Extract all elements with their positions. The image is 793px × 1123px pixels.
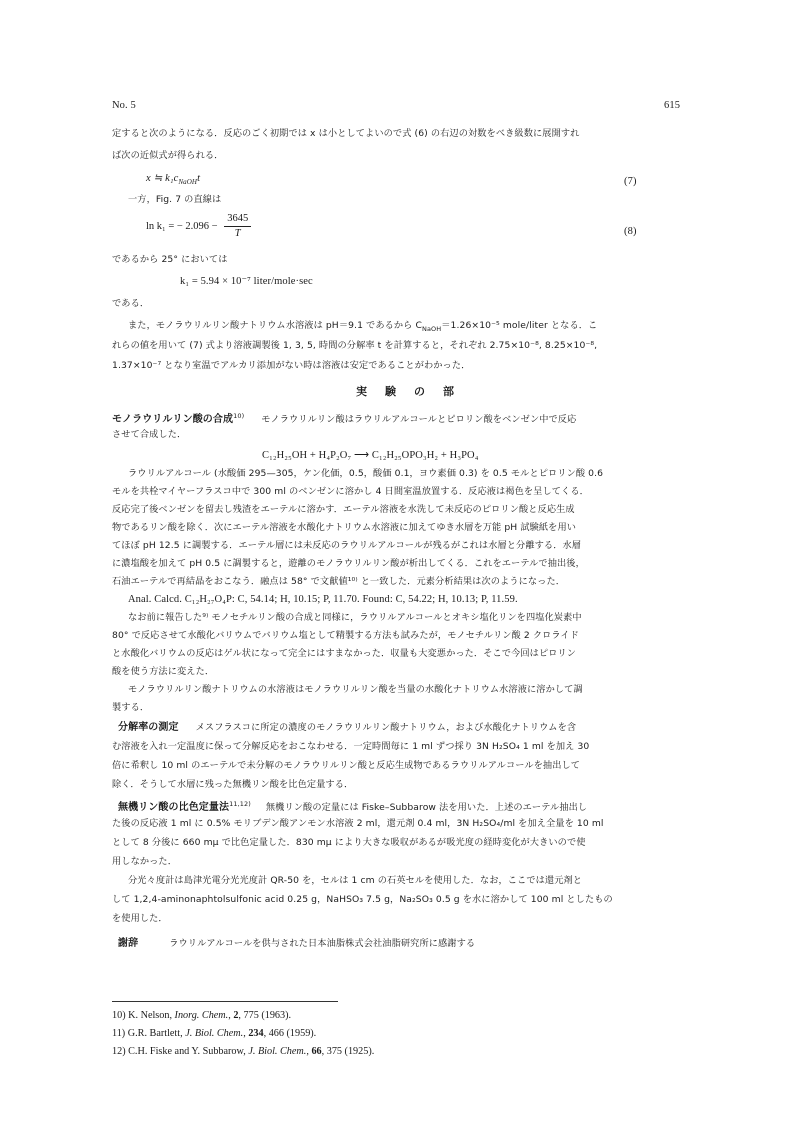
reference-journal: J. Biol. Chem.: [248, 1046, 307, 1057]
para2-line-1-start: また，モノラウリルリン酸ナトリウム水溶液は pH＝9.1 であるから C: [128, 320, 423, 331]
reference-12: [112, 1044, 374, 1060]
decomposition-line-3: 倍に希釈し 10 ml のエーテルで未分解のモノラウリルリン酸と反応生成物であるラウリルアルコールを抽出して: [112, 760, 581, 771]
prior-report-line-3: と水酸化バリウムの反応はゲル状になって完全にはすまなかった．収量も大変悪かった．そこで今回はピロリン: [112, 648, 577, 659]
page-number: 615: [664, 100, 681, 111]
acknowledgement: [118, 934, 475, 953]
reference-10: [112, 1008, 291, 1024]
para2-line-1-sub: NaOH: [422, 324, 442, 333]
equation-8-fraction: [224, 212, 251, 241]
reference-pages-year: , 375 (1925).: [321, 1046, 375, 1057]
equation-8-numerator: 3645: [224, 212, 251, 227]
equation-7: [146, 169, 200, 192]
equation-8-lhs: ln k₁ = − 2.096 −: [146, 221, 218, 232]
at-25-degrees-text: であるから 25° においては: [112, 254, 228, 265]
synthesis-heading-ref: 10): [233, 412, 245, 420]
para2-line-3: 1.37×10⁻⁷ となり室温でアルカリ添加がない時は溶液は安定であることがわかった．: [112, 360, 471, 371]
acknowledgement-heading: 謝辞: [118, 938, 139, 949]
prior-report-line-2: 80° で反応させて水酸化バリウムでバリウム塩として精製する方法も試みたが，モノセチルリン酸 2 クロライド: [112, 630, 579, 641]
section-title: 実験の部: [356, 385, 472, 398]
dearu-text: である．: [112, 298, 150, 309]
reference-authors: K. Nelson,: [128, 1010, 175, 1021]
prior-report-line-1: なお前に報告した⁹⁾ モノセチルリン酸の合成と同様に，ラウリルアルコールとオキシ塩化リンを四塩化炭素中: [128, 612, 582, 623]
equation-7-label: (7): [624, 176, 637, 187]
synthesis-para-line-2: モルを共栓マイヤーフラスコ中で 300 ml のベンゼンに溶かし 4 日間室温放置する．反応液は褐色を呈してくる．: [112, 486, 589, 497]
colorimetric-line-3: として 8 分後に 660 mμ で比色定量した．830 mμ により大きな吸収があるが吸光度の経時変化が大きいので使: [112, 837, 586, 848]
equation-8-denominator: T: [234, 228, 241, 239]
reference-separator: ,: [306, 1046, 312, 1057]
colorimetric-line-4: 用しなかった．: [112, 856, 178, 867]
synthesis-para-line-5: てほぼ pH 12.5 に調製する．エーテル層には未反応のラウリルアルコールが残るがこれは水層と分離する．水層: [112, 540, 582, 551]
decomposition-line-1: メスフラスコに所定の濃度のモノラウリルリン酸ナトリウム，および水酸化ナトリウムを含: [195, 722, 577, 733]
equation-7-lhs: x ≒ k₁c: [146, 173, 179, 184]
footnote-divider: [112, 1001, 338, 1002]
equation-8: [146, 212, 251, 241]
reference-separator: ,: [228, 1010, 234, 1021]
reference-volume: 234: [248, 1028, 264, 1039]
synthesis-para-line-7: 石油エーテルで再結晶をおこなう．融点は 58° で文献値¹⁰⁾ と一致した．元素分析結果は次のようになった．: [112, 576, 566, 587]
synthesis-para-line-1: ラウリルアルコール (水酸価 295—305，ケン化価，0.5，酸価 0.1，ヨウ素価 0.3) を 0.5 モルとピロリン酸 0.6: [128, 468, 604, 479]
synthesis-line-1: モノラウリルリン酸はラウリルアルコールとピロリン酸をベンゼン中で反応: [261, 414, 577, 426]
k1-value: k₁ = 5.94 × 10⁻⁷ liter/mole·sec: [180, 276, 313, 287]
synthesis-heading: モノラウリルリン酸の合成: [112, 414, 234, 426]
journal-issue-number: No. 5: [112, 100, 136, 111]
reference-pages-year: , 466 (1959).: [263, 1028, 317, 1039]
equation-7-subscript: NaOH: [178, 178, 198, 187]
reference-volume: 66: [311, 1046, 322, 1057]
equation-8-label: (8): [624, 226, 637, 237]
colorimetric-line-2: た後の反応液 1 ml に 0.5% モリブデン酸アンモン水溶液 2 ml，還元剤 0.4 ml，3N H₂SO₄/ml を加え全量を 10 ml: [112, 818, 604, 829]
reference-separator: ,: [243, 1028, 249, 1039]
fig-7-line-text: 一方，Fig. 7 の直線は: [128, 194, 222, 205]
decomposition-heading-line: [118, 718, 576, 737]
decomposition-heading: 分解率の測定: [118, 722, 179, 733]
reaction-equation: C₁₂H₂₅OH + H₄P₂O₇ ⟶ C₁₂H₂₅OPO₃H₂ + H₃PO₄: [262, 450, 479, 461]
spectrometer-line-1: 分光々度計は島津光電分光光度計 QR-50 を，セルは 1 cm の石英セルを使用した．なお，ここでは還元剤と: [128, 875, 583, 886]
equation-7-t: t: [197, 173, 201, 184]
synthesis-para-line-6: に濃塩酸を加えて pH 0.5 に調製すると，遊離のモノラウリルリン酸が析出してくる．これをエーテルで抽出後，: [112, 558, 585, 569]
para2-line-2: れらの値を用いて (7) 式より溶液調製後 1, 3, 5, 時間の分解率 t を計算すると，それぞれ 2.75×10⁻⁸, 8.25×10⁻⁸,: [112, 340, 598, 351]
acknowledgement-text: ラウリルアルコールを供与された日本油脂株式会社油脂研究所に感謝する: [169, 938, 476, 949]
elemental-analysis: Anal. Calcd. C₁₂H₂₇O₄P: C, 54.14; H, 10.15; P, 11.70. Found: C, 54.22; H, 10.13; P, 11.59.: [128, 594, 518, 605]
reference-journal: J. Biol. Chem.: [185, 1028, 244, 1039]
synthesis-para-line-3: 反応完了後ベンゼンを留去し残渣をエーテルに溶かす．エーテル溶液を水洗して未反応のピロリン酸と反応生成: [112, 504, 575, 515]
reference-pages-year: , 775 (1963).: [238, 1010, 292, 1021]
intro-line-2: ば次の近似式が得られる．: [112, 150, 224, 161]
sodium-salt-line-2: 製する．: [112, 702, 150, 713]
reference-number: 12): [112, 1046, 126, 1057]
reference-authors: G.R. Bartlett,: [127, 1028, 186, 1039]
decomposition-line-2: む溶液を入れ一定温度に保って分解反応をおこなわせる．一定時間毎に 1 ml ずつ採り 3N H₂SO₄ 1 ml を加え 30: [112, 741, 590, 752]
colorimetric-heading: 無機リン酸の比色定量法: [118, 802, 230, 814]
synthesis-para-line-4: 物であるリン酸を除く．次にエーテル溶液を水酸化ナトリウム水溶液に加えてゆき水層を万能 pH 試験紙を用い: [112, 522, 577, 533]
intro-line-1: 定すると次のようになる．反応のごく初期では x は小としてよいので式 (6) の右辺の対数をべき級数に展開すれ: [112, 128, 580, 139]
colorimetric-line-1: 無機リン酸の定量には Fiske–Subbarow 法を用いた．上述のエーテル抽出し: [265, 802, 588, 814]
reference-volume: 2: [233, 1010, 239, 1021]
reference-11: [112, 1026, 316, 1042]
prior-report-line-4: 酸を使う方法に変えた．: [112, 666, 215, 677]
reference-number: 11): [112, 1028, 126, 1039]
decomposition-line-4: 除く．そうして水層に残った無機リン酸を比色定量する．: [112, 779, 354, 790]
reference-journal: Inorg. Chem.: [174, 1010, 229, 1021]
colorimetric-heading-ref: 11,12): [229, 800, 251, 808]
synthesis-line-2: させて合成した．: [112, 429, 187, 440]
sodium-salt-line-1: モノラウリルリン酸ナトリウムの水溶液はモノラウリルリン酸を当量の水酸化ナトリウム水溶液に溶かして調: [128, 684, 583, 695]
spectrometer-line-3: を使用した．: [112, 913, 168, 924]
reference-number: 10): [112, 1010, 126, 1021]
reference-authors: C.H. Fiske and Y. Subbarow,: [128, 1046, 249, 1057]
para2-line-1-end: ＝1.26×10⁻⁵ mole/liter となる．こ: [441, 320, 598, 331]
spectrometer-line-2: して 1,2,4-aminonaphtolsulfonic acid 0.25 g，NaHSO₃ 7.5 g，Na₂SO₃ 0.5 g を水に溶かして 100 ml としたもの: [112, 894, 613, 905]
